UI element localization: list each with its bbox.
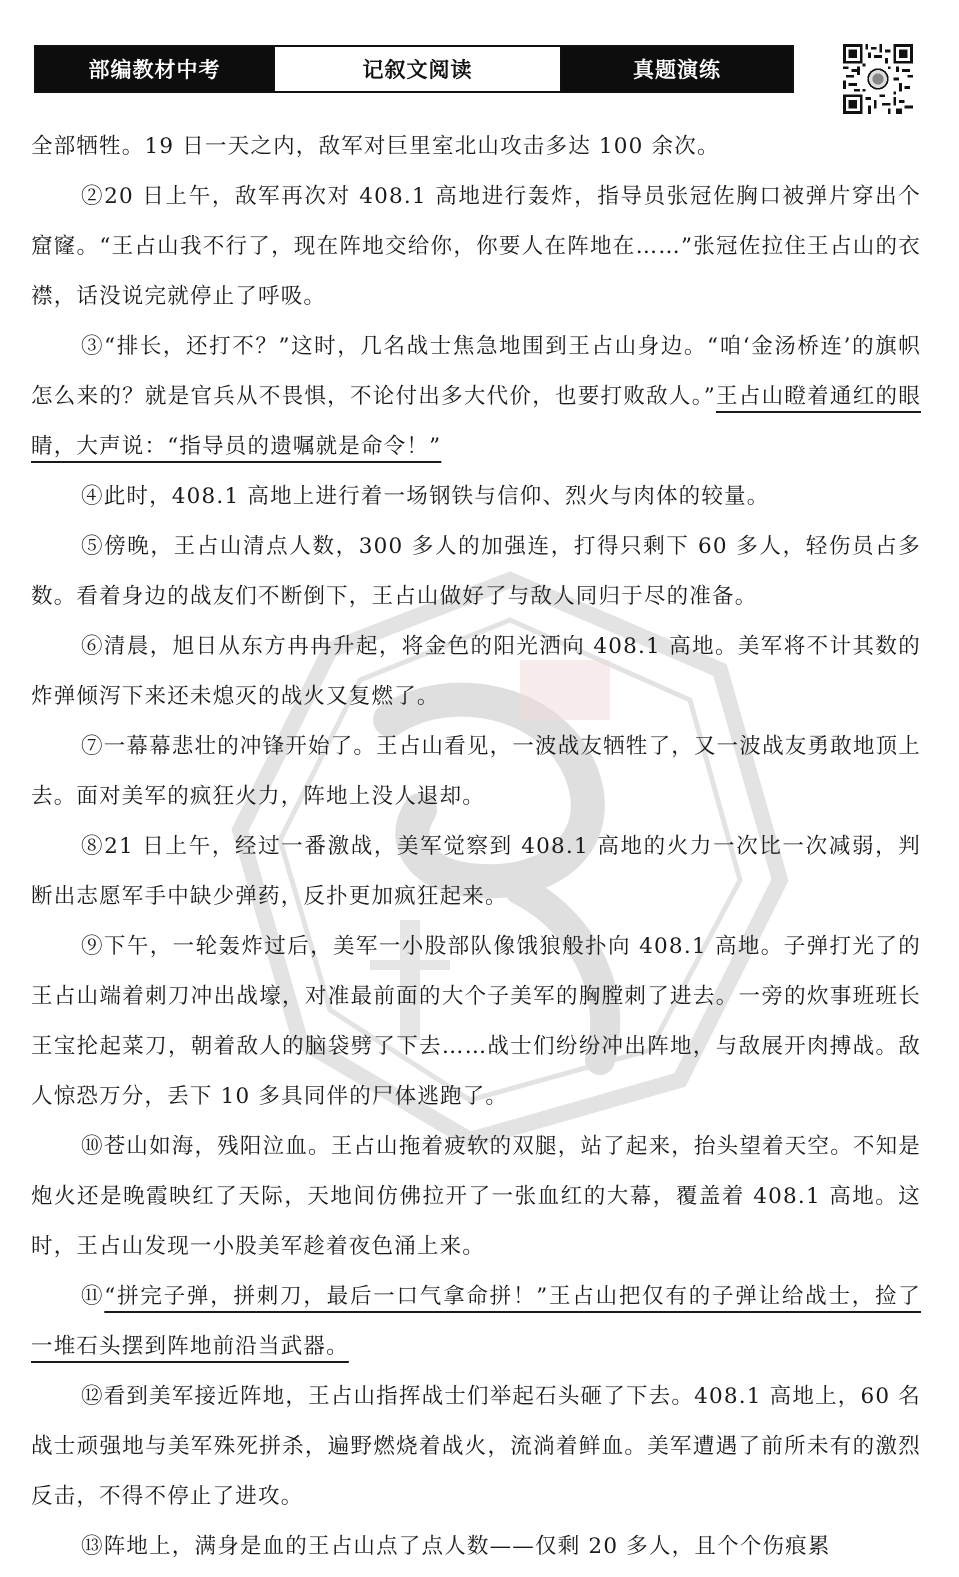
article-paragraph: ④此时，408.1 高地上进行着一场钢铁与信仰、烈火与肉体的较量。 xyxy=(81,484,770,509)
article-paragraph: ⑤傍晚，王占山清点人数，300 多人的加强连，打得只剩下 60 多人，轻伤员占多数。看着身边的战友们不断倒下，王占山做好了与敌人同归于尽的准备。 xyxy=(31,534,921,609)
article-paragraph: 全部牺牲。19 日一天之内，敌军对巨里室北山攻击多达 100 余次。 xyxy=(31,134,720,159)
article-paragraph: ⑧21 日上午，经过一番激战，美军觉察到 408.1 高地的火力一次比一次减弱，判断出志愿军手中缺少弹药，反扑更加疯狂起来。 xyxy=(31,834,921,909)
article-paragraph: ⑨下午，一轮轰炸过后，美军一小股部队像饿狼般扑向 408.1 高地。子弹打光了的王占山端着刺刀冲出战壕，对准最前面的大个子美军的胸膛刺了进去。一旁的炊事班班长王宝抡起菜刀，朝着敌人的脑袋劈了下去……战士们纷纷冲出阵地，与敌展开肉搏战。敌人惊恐万分，丢下 10 多具同伴的尸体逃跑了。 xyxy=(31,934,921,1109)
underlined-sentence: 王占山瞪着通红的眼睛，大声说：“指导员的遗嘱就是命令！” xyxy=(31,384,921,459)
qr-code-icon xyxy=(843,44,913,114)
article-paragraph: ⑥清晨，旭日从东方冉冉升起，将金色的阳光洒向 408.1 高地。美军将不计其数的炸弹倾泻下来还未熄灭的战火又复燃了。 xyxy=(31,634,921,709)
article-paragraph: ⑩苍山如海，残阳泣血。王占山拖着疲软的双腿，站了起来，抬头望着天空。不知是炮火还是晚霞映红了天际，天地间仿佛拉开了一张血红的大幕，覆盖着 408.1 高地。这时，王占山发现一小股美军趁着夜色涌上来。 xyxy=(31,1134,921,1259)
header-topic-label: 记叙文阅读 xyxy=(273,47,562,91)
article-body xyxy=(31,122,921,1572)
page-header-banner xyxy=(34,45,794,93)
underlined-sentence: “拼完子弹，拼刺刀，最后一口气拿命拼！”王占山把仅有的子弹让给战士，捡了一堆石头摆到阵地前沿当武器。 xyxy=(31,1284,922,1359)
article-paragraph: ②20 日上午，敌军再次对 408.1 高地进行轰炸，指导员张冠佐胸口被弹片穿出个窟窿。“王占山我不行了，现在阵地交给你，你要人在阵地在……”张冠佐拉住王占山的衣襟，话没说完就停止了呼吸。 xyxy=(31,184,921,309)
article-paragraph: ⑬阵地上，满身是血的王占山点了点人数——仅剩 20 多人，且个个伤痕累 xyxy=(81,1534,831,1559)
header-section-label: 真题演练 xyxy=(562,47,792,91)
header-series-label: 部编教材中考 xyxy=(36,47,273,91)
paragraph-text: ③“排长，还打不？”这时，几名战士焦急地围到王占山身边。“咱‘金汤桥连’的旗帜怎么来的？就是官兵从不畏惧，不论付出多大代价，也要打败敌人。” xyxy=(31,334,921,409)
article-paragraph: ⑦一幕幕悲壮的冲锋开始了。王占山看见，一波战友牺牲了，又一波战友勇敢地顶上去。面对美军的疯狂火力，阵地上没人退却。 xyxy=(31,734,921,809)
article-paragraph: ⑫看到美军接近阵地，王占山指挥战士们举起石头砸了下去。408.1 高地上，60 名战士顽强地与美军殊死拼杀，遍野燃烧着战火，流淌着鲜血。美军遭遇了前所未有的激烈反击，不得不停止了进攻。 xyxy=(31,1384,921,1509)
paragraph-number: ⑪ xyxy=(81,1284,105,1309)
article-paragraph xyxy=(31,322,921,472)
article-paragraph xyxy=(31,1272,921,1372)
